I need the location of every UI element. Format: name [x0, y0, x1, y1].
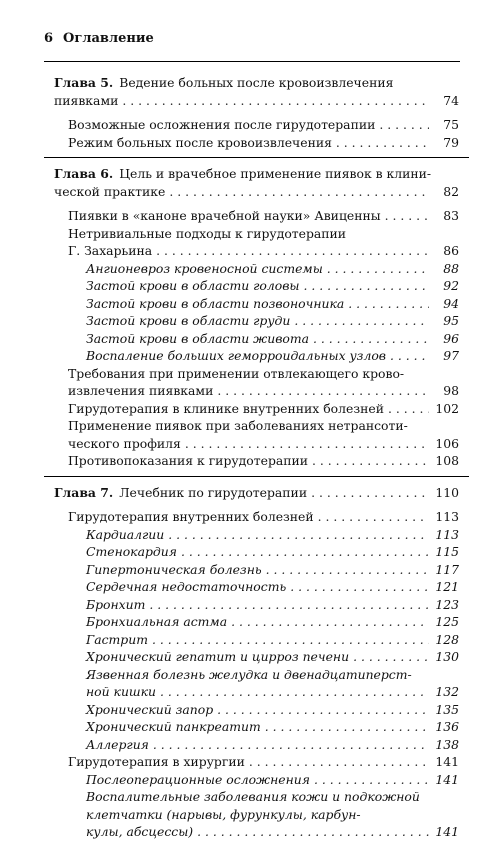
toc-entry-text: Застой крови в области груди	[86, 313, 291, 328]
toc-entry-text: Возможные осложнения после гирудотерапии	[68, 117, 376, 132]
header-title: Оглавление	[63, 31, 154, 46]
leader-dots	[327, 260, 429, 278]
toc-entry-text: Бронхит	[86, 596, 146, 612]
toc-page-number: 82	[443, 183, 459, 199]
toc-page-number: 88	[443, 260, 459, 276]
toc-page-number: 96	[443, 330, 459, 346]
leader-dots	[353, 648, 429, 666]
toc-entry-text: Гирудотерапия в клинике внутренних болезней	[68, 400, 384, 416]
toc-page-number: 92	[443, 278, 459, 293]
leader-dots	[294, 312, 429, 330]
toc-subsection-entry[interactable]	[54, 347, 459, 365]
leader-dots	[312, 452, 429, 470]
toc-entry-text: Нетривиальные подходы к гирудотерапии	[68, 225, 347, 241]
table-of-contents	[54, 74, 459, 841]
leader-dots	[149, 596, 429, 614]
toc-subsection-entry[interactable]	[54, 736, 459, 754]
toc-subsection-entry[interactable]	[54, 526, 459, 544]
leader-dots	[217, 382, 429, 400]
toc-entry-text: Воспаление больших геморроидальных узлов	[86, 348, 387, 363]
toc-entry-text: Хронический гепатит и цирроз печени	[86, 649, 350, 664]
leader-dots	[304, 277, 429, 295]
section-divider	[44, 157, 469, 158]
toc-page-number: 141	[435, 824, 459, 839]
toc-section-entry[interactable]	[54, 365, 459, 400]
toc-subsection-entry[interactable]	[54, 631, 459, 649]
toc-subsection-entry[interactable]	[54, 718, 459, 736]
toc-subsection-entry[interactable]	[54, 312, 459, 330]
toc-chapter-entry[interactable]	[54, 484, 459, 502]
leader-dots	[348, 295, 429, 313]
toc-section-entry[interactable]	[54, 116, 459, 134]
chapter-label: Глава 5.	[54, 75, 114, 90]
toc-entry-text: Бронхиальная астма	[86, 614, 228, 629]
toc-page-number: 138	[435, 736, 459, 752]
leader-dots	[181, 543, 429, 561]
toc-page-number: 95	[443, 313, 459, 328]
toc-page-number: 113	[435, 526, 459, 542]
toc-entry-text: Пиявки в «каноне врачебной науки» Авиценны	[68, 208, 381, 223]
toc-entry-text: Аллергия	[86, 736, 149, 752]
leader-dots	[318, 508, 429, 526]
toc-section-entry[interactable]	[54, 225, 459, 260]
toc-page-number: 75	[443, 117, 459, 132]
page-number: 6	[44, 31, 54, 46]
toc-subsection-entry[interactable]	[54, 260, 459, 278]
toc-page-number: 102	[435, 400, 459, 416]
leader-dots	[313, 330, 429, 348]
leader-dots	[266, 561, 429, 579]
toc-entry-text: Гастрит	[86, 631, 148, 647]
leader-dots	[185, 435, 429, 453]
leader-dots	[168, 526, 429, 544]
toc-section-entry[interactable]	[54, 417, 459, 452]
toc-subsection-entry[interactable]	[54, 648, 459, 666]
toc-page-number: 117	[435, 561, 459, 577]
chapter-label: Глава 6.	[54, 166, 114, 181]
toc-entry-text: пиявками	[54, 92, 119, 108]
leader-dots	[388, 400, 429, 418]
chapter-label: Глава 7.	[54, 484, 114, 500]
leader-dots	[390, 347, 429, 365]
toc-subsection-entry[interactable]	[54, 543, 459, 561]
toc-subsection-entry[interactable]	[54, 561, 459, 579]
toc-subsection-entry[interactable]	[54, 596, 459, 614]
leader-dots	[379, 116, 429, 134]
toc-subsection-entry[interactable]	[54, 578, 459, 596]
toc-page-number: 110	[435, 484, 459, 500]
toc-page-number: 83	[443, 208, 459, 223]
toc-page-number: 79	[443, 134, 459, 150]
toc-entry-text: Язвенная болезнь желудка и двенадцатиперст-	[86, 666, 412, 682]
toc-entry-text: Ведение больных после кровоизвлечения	[119, 75, 394, 90]
toc-subsection-entry[interactable]	[54, 666, 459, 701]
toc-section-entry[interactable]	[54, 134, 459, 152]
running-header	[44, 24, 460, 46]
toc-page-number: 132	[435, 684, 459, 699]
toc-section-entry[interactable]	[54, 400, 459, 418]
toc-entry-text: Ангионевроз кровеносной системы	[86, 260, 323, 276]
toc-page-number: 141	[435, 754, 459, 769]
toc-entry-text: Хронический запор	[86, 701, 214, 717]
toc-entry-text: Требования при применении отвлекающего крово-	[68, 365, 405, 381]
leader-dots	[153, 736, 429, 754]
toc-page-number: 125	[435, 614, 459, 629]
leader-dots	[169, 183, 429, 201]
toc-page-number: 128	[435, 631, 459, 647]
leader-dots	[336, 134, 429, 152]
toc-entry-text: Противопоказания к гирудотерапии	[68, 453, 309, 468]
toc-entry-text: Застой крови в области позвоночника	[86, 295, 345, 311]
toc-subsection-entry[interactable]	[54, 295, 459, 313]
header-rule	[44, 61, 460, 62]
toc-page-number: 130	[435, 649, 459, 664]
toc-page-number: 141	[435, 771, 459, 787]
toc-page-number: 97	[443, 348, 459, 363]
toc-page-number: 135	[435, 701, 459, 717]
toc-entry-text: ческой практике	[54, 183, 166, 199]
leader-dots	[160, 683, 429, 701]
toc-subsection-entry[interactable]	[54, 701, 459, 719]
leader-dots	[122, 92, 429, 110]
toc-page-number: 115	[435, 544, 459, 559]
toc-entry-text: извлечения пиявками	[68, 383, 214, 398]
toc-page-number: 98	[443, 383, 459, 398]
toc-entry-text: Стенокардия	[86, 544, 177, 559]
leader-dots	[385, 207, 429, 225]
toc-entry-text: Цель и врачебное применение пиявок в клини-	[119, 166, 432, 181]
toc-page-number: 123	[435, 596, 459, 612]
toc-page-number: 106	[435, 435, 459, 451]
toc-subsection-entry[interactable]	[54, 788, 459, 841]
toc-subsection-entry[interactable]	[54, 771, 459, 789]
leader-dots	[156, 242, 429, 260]
toc-page-number: 74	[443, 92, 459, 108]
leader-dots	[231, 613, 429, 631]
toc-page-number: 94	[443, 295, 459, 311]
toc-entry-text: Кардиалгии	[86, 526, 165, 542]
toc-entry-text: Застой крови в области живота	[86, 330, 310, 346]
toc-page-number: 121	[435, 579, 459, 594]
toc-entry-text: Воспалительные заболевания кожи и подкожной	[86, 789, 420, 804]
toc-entry-text: Сердечная недостаточность	[86, 579, 287, 594]
toc-subsection-entry[interactable]	[54, 613, 459, 631]
toc-entry-text: кулы, абсцессы)	[86, 824, 194, 839]
toc-chapter-entry[interactable]	[54, 165, 459, 200]
leader-dots	[265, 718, 429, 736]
section-divider	[44, 476, 469, 477]
toc-entry-text: Гирудотерапия в хирургии	[68, 754, 245, 769]
toc-entry-text: Хронический панкреатит	[86, 719, 261, 734]
toc-entry-text: клетчатки (нарывы, фурункулы, карбун-	[86, 806, 361, 822]
leader-dots	[314, 771, 429, 789]
leader-dots	[290, 578, 429, 596]
toc-entry-text: ческого профиля	[68, 435, 181, 451]
toc-chapter-entry[interactable]	[54, 74, 459, 109]
toc-entry-text: Застой крови в области головы	[86, 278, 300, 293]
toc-page-number: 86	[443, 243, 459, 258]
toc-page-number: 108	[435, 453, 459, 468]
toc-entry-text: Гирудотерапия внутренних болезней	[68, 509, 314, 524]
toc-subsection-entry[interactable]	[54, 330, 459, 348]
toc-section-entry[interactable]	[54, 452, 459, 470]
toc-entry-text: Послеоперационные осложнения	[86, 771, 310, 787]
toc-entry-text: Г. Захарьина	[68, 243, 153, 258]
toc-entry-text: ной кишки	[86, 684, 157, 699]
toc-entry-text: Режим больных после кровоизвлечения	[68, 134, 332, 150]
toc-entry-text: Лечебник по гирудотерапии	[119, 484, 308, 500]
toc-section-entry[interactable]	[54, 207, 459, 225]
toc-entry-text: Применение пиявок при заболеваниях нетрансоти-	[68, 418, 408, 433]
leader-dots	[197, 823, 429, 841]
leader-dots	[311, 484, 429, 502]
toc-section-entry[interactable]	[54, 508, 459, 526]
leader-dots	[217, 701, 429, 719]
leader-dots	[152, 631, 429, 649]
toc-page-number: 136	[435, 719, 459, 734]
toc-page-number: 113	[435, 509, 459, 524]
toc-entry-text: Гипертоническая болезнь	[86, 561, 262, 577]
toc-subsection-entry[interactable]	[54, 277, 459, 295]
